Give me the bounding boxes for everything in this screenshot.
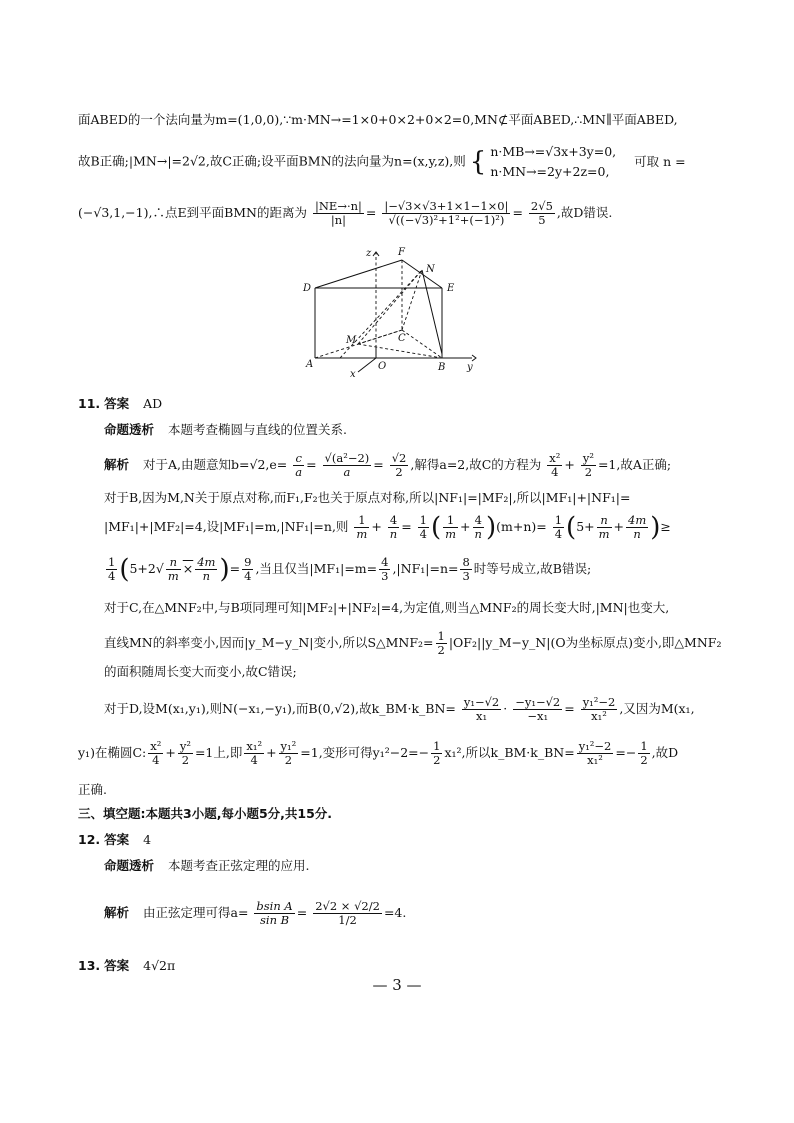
- tip-text: 本题考查椭圆与直线的位置关系.: [168, 422, 347, 437]
- answer-label: 答案: [104, 832, 130, 847]
- tip-text: 本题考查正弦定理的应用.: [168, 858, 310, 873]
- fraction: $\frac{1}{2}$: [437, 629, 445, 658]
- part-d-text-4: =1上,即: [194, 745, 243, 761]
- fraction: $\frac{1}{4}$: [108, 555, 116, 584]
- fraction: $\frac{1}{2}$: [640, 739, 648, 768]
- fraction: [581, 452, 596, 479]
- label-O: O: [378, 361, 387, 372]
- label-B: B: [438, 362, 446, 373]
- part-d-text-6: x₁²,所以k_BM·k_BN=: [444, 745, 575, 761]
- fraction: $\frac{1}{4}$: [419, 513, 427, 542]
- numerator: bsin A: [256, 899, 293, 913]
- denominator: a: [295, 465, 303, 480]
- denominator: 2: [395, 465, 403, 480]
- part-d-text-3: y₁)在椭圆C:: [78, 745, 147, 761]
- numerator: |−√3×√3+1×1−1×0|: [384, 199, 509, 213]
- tip-label: 命题透析: [104, 858, 155, 873]
- fraction: $\frac{4m}{n}$: [628, 513, 647, 542]
- label-N: N: [426, 264, 435, 275]
- equation-2: n·MN→=2y+2z=0,: [490, 164, 610, 179]
- p10-line-2-text: 故B正确;|MN→|=2√2,故C正确;设平面BMN的法向量为n=(x,y,z),则: [78, 153, 466, 169]
- page-number: — 3 —: [372, 976, 422, 994]
- q11-sol-a: 解析 对于A,由题意知b=√2,e= $\frac{c}{a}$ = $\frac{\text{√(a²−2)}}{a}$ = $\frac{√2}{2}$ ,解得a=2,故C的方程为 $\frac{\text{x²}}{4}$ + $\frac{\text{y²}}{2}$ =1,故A正确;: [104, 451, 672, 480]
- p10-line-3-text: (−√3,1,−1),∴点E到平面BMN的距离为: [78, 205, 307, 221]
- fraction: $\frac{\text{x₁²}}{4}$: [246, 739, 263, 768]
- denominator: 2: [584, 465, 593, 480]
- part-c-text-2: |OF₂||y_M−y_N|(O为坐标原点)变小,即△MNF₂: [448, 635, 722, 651]
- part-b-text-4: =: [229, 561, 241, 577]
- numerator: x²: [549, 451, 561, 465]
- numerator: y²: [582, 451, 594, 465]
- fraction: [547, 452, 562, 479]
- numerator: c: [293, 452, 304, 466]
- solution-label: 解析: [104, 457, 130, 473]
- fraction: $\frac{\text{−y₁−√2}}{\text{−x₁}}$: [515, 695, 561, 724]
- solution-label: 解析: [104, 905, 130, 921]
- fraction: [313, 900, 382, 927]
- fraction: [529, 200, 555, 227]
- q11-b-line-1: 对于B,因为M,N关于原点对称,而F₁,F₂也关于原点对称,所以|NF₁|=|MF₂|,所以|MF₁|+|NF₁|=: [104, 490, 631, 505]
- part-d-text: 对于D,设M(x₁,y₁),则N(−x₁,−y₁),而B(0,√2),故k_BM·k_BN=: [104, 701, 456, 717]
- q11-d-line-2: y₁)在椭圆C: $\frac{\text{x²}}{4}$ + $\frac{\text{y²}}{2}$ =1上,即 $\frac{\text{x₁²}}{4}$ + $\frac{\text{y₁²}}{2}$ =1,变形可得y₁²−2=− $\frac{1}{2}$ x₁²,所以k_BM·k_BN= $\frac{\text{y₁²−2}}{\text{x₁²}}$ =− $\frac{1}{2}$ ,故D: [78, 739, 679, 768]
- label-C: C: [398, 333, 406, 344]
- part-b-text-2: (m+n)=: [496, 519, 547, 535]
- denominator: a: [343, 465, 351, 480]
- fraction: [293, 452, 304, 479]
- label-D: D: [303, 283, 312, 294]
- denominator: 1/2: [338, 913, 357, 928]
- fraction: $\frac{4}{n}$: [474, 513, 482, 542]
- p10-line-2-tail: 可取 n =: [634, 153, 686, 169]
- section-3-heading: 三、填空题:本题共3小题,每小题5分,共15分.: [78, 806, 333, 821]
- label-E: E: [447, 283, 455, 294]
- denominator: 4: [551, 465, 559, 480]
- p10-line-2: [78, 142, 686, 182]
- numerator: 2√5: [530, 199, 553, 213]
- q13-number: 13.: [78, 958, 101, 973]
- q11-d-line-3: 正确.: [78, 782, 107, 797]
- label-A: A: [306, 359, 314, 370]
- denominator: |n|: [330, 213, 347, 228]
- fraction: $\frac{9}{4}$: [244, 555, 252, 584]
- denominator: sin B: [260, 913, 290, 928]
- fraction: [254, 900, 294, 927]
- fraction: [323, 452, 372, 479]
- p10-line-3-tail: ,故D错误.: [556, 205, 613, 221]
- answer-label: 答案: [104, 396, 130, 411]
- part-c-text: 直线MN的斜率变小,因而|y_M−y_N|变小,所以S△MNF₂=: [104, 635, 434, 651]
- q11-b-line-3: $\frac{1}{4}$ (5+2√ $\frac{n}{m}$ × $\frac{4m}{n}$ )= $\frac{9}{4}$ ,当且仅当|MF₁|=m= $\frac{4}{3}$ ,|NF₁|=n= $\frac{8}{3}$ 时等号成立,故B错误;: [108, 554, 592, 585]
- part-b-text: |MF₁|+|MF₂|=4,设|MF₁|=m,|NF₁|=n,则: [104, 519, 349, 535]
- q11-c-line-2: [104, 630, 721, 657]
- label-x: x: [350, 369, 356, 380]
- q13-header: [78, 958, 175, 973]
- fraction: $\frac{4m}{n}$: [197, 555, 216, 584]
- fraction: $\frac{4}{3}$: [381, 555, 389, 584]
- fraction: $\frac{n}{m}$: [167, 555, 179, 584]
- fraction: $\frac{\text{y₁²}}{2}$: [280, 739, 297, 768]
- part-a-text-3: =1,故A正确;: [597, 457, 672, 473]
- brace: {: [469, 147, 487, 177]
- fraction: $\frac{\text{y₁²−2}}{\text{x₁²}}$: [578, 739, 612, 768]
- q11-b-line-2: |MF₁|+|MF₂|=4,设|MF₁|=m,|NF₁|=n,则 $\frac{1}{m}$ + $\frac{4}{n}$ = $\frac{1}{4}$ ( $\frac{1}{m}$ + $\frac{4}{n}$ )(m+n)= $\frac{1}{4}$ (5+ $\frac{n}{m}$ + $\frac{4m}{n}$ )≥: [104, 512, 671, 543]
- solution-tail: =4.: [383, 905, 407, 921]
- equation-1: n·MB→=√3x+3y=0,: [490, 144, 617, 159]
- q13-answer: 4√2π: [143, 958, 176, 973]
- part-a-text: 对于A,由题意知b=√2,e=: [143, 457, 288, 473]
- denominator: 5: [538, 213, 546, 228]
- part-d-text-5: =1,变形可得y₁²−2=−: [300, 745, 430, 761]
- numerator: √(a²−2): [324, 451, 370, 465]
- numerator: √2: [391, 451, 407, 465]
- label-M: M: [346, 335, 357, 346]
- label-F: F: [398, 247, 405, 258]
- q11-header: [78, 396, 162, 411]
- fraction: $\frac{1}{4}$: [554, 513, 563, 542]
- part-b-text-6: ,|NF₁|=n=: [392, 561, 459, 577]
- fraction: [390, 452, 409, 479]
- part-b-text-7: 时等号成立,故B错误;: [473, 561, 592, 577]
- part-d-text-7: ,故D: [651, 745, 679, 761]
- p10-line-1: 面ABED的一个法向量为m=(1,0,0),∵m·MN→=1×0+0×2+0×2=0,MN⊄平面ABED,∴MN∥平面ABED,: [78, 112, 678, 127]
- numerator: 2√2 × √2/2: [315, 899, 380, 913]
- solution-text: 由正弦定理可得a=: [143, 905, 249, 921]
- numerator: |NE→·n|: [314, 199, 362, 213]
- part-d-text-2: ,又因为M(x₁,: [619, 701, 695, 717]
- q11-d-line-1: 对于D,设M(x₁,y₁),则N(−x₁,−y₁),而B(0,√2),故k_BM·k_BN= $\frac{\text{y₁−√2}}{\text{x₁}}$ · $\frac{\text{−y₁−√2}}{\text{−x₁}}$ = $\frac{\text{y₁²−2}}{\text{x₁²}}$ ,又因为M(x₁,: [104, 695, 695, 724]
- fraction: $\frac{\text{x²}}{4}$: [150, 739, 162, 768]
- part-b-text-3: ≥: [660, 519, 671, 535]
- q12-solution: 解析 由正弦定理可得a= $\frac{\text{bsin A}}{\text{sin B}}$ = $\frac{2√2 \times √2/2}{1/2}$ =4.: [104, 899, 407, 928]
- q11-c-line-1: 对于C,在△MNF₂中,与B项同理可知|MF₂|+|NF₂|=4,为定值,则当△MNF₂的周长变大时,|MN|也变大,: [104, 600, 670, 615]
- q11-c-line-3: 的面积随周长变大而变小,故C错误;: [104, 664, 297, 679]
- fraction: $\frac{n}{m}$: [598, 513, 610, 542]
- geometry-figure: [300, 240, 490, 380]
- fraction: $\frac{\text{y²}}{2}$: [179, 739, 191, 768]
- fraction: $\frac{\text{y₁²−2}}{\text{x₁²}}$: [582, 695, 616, 724]
- q11-number: 11.: [78, 396, 101, 411]
- fraction: $\frac{4}{n}$: [389, 513, 398, 542]
- q11-tip: [104, 422, 347, 437]
- fraction: $\frac{\text{y₁−√2}}{\text{x₁}}$: [463, 695, 500, 724]
- q12-answer: 4: [143, 832, 152, 847]
- fraction: $\frac{1}{2}$: [433, 739, 441, 768]
- label-z: z: [366, 248, 372, 259]
- fraction: [313, 200, 364, 227]
- fraction: $\frac{8}{3}$: [462, 555, 470, 584]
- part-a-text-2: ,解得a=2,故C的方程为: [410, 457, 542, 473]
- fraction: [382, 200, 510, 227]
- part-b-text-5: ,当且仅当|MF₁|=m=: [255, 561, 378, 577]
- p10-line-3: (−√3,1,−1),∴点E到平面BMN的距离为 $\frac{|NE\to\cdot n|}{|n|}$ = $\frac{|-√3\times√3+1\times 1-1\times 0|}{\text{√((−√3)²+1²+(−1)²)}}$ = $\frac{2√5}{5}$ ,故D错误.: [78, 199, 613, 228]
- q12-tip: [104, 858, 309, 873]
- q11-answer: AD: [143, 396, 163, 411]
- answer-label: 答案: [104, 958, 130, 973]
- fraction: $\frac{1}{m}$: [356, 513, 368, 542]
- tip-label: 命题透析: [104, 422, 155, 437]
- q12-number: 12.: [78, 832, 101, 847]
- equation-system: [490, 142, 616, 182]
- fraction: $\frac{1}{m}$: [445, 513, 457, 542]
- q12-header: [78, 832, 151, 847]
- denominator: √((−√3)²+1²+(−1)²): [388, 213, 505, 228]
- label-y: y: [467, 362, 473, 373]
